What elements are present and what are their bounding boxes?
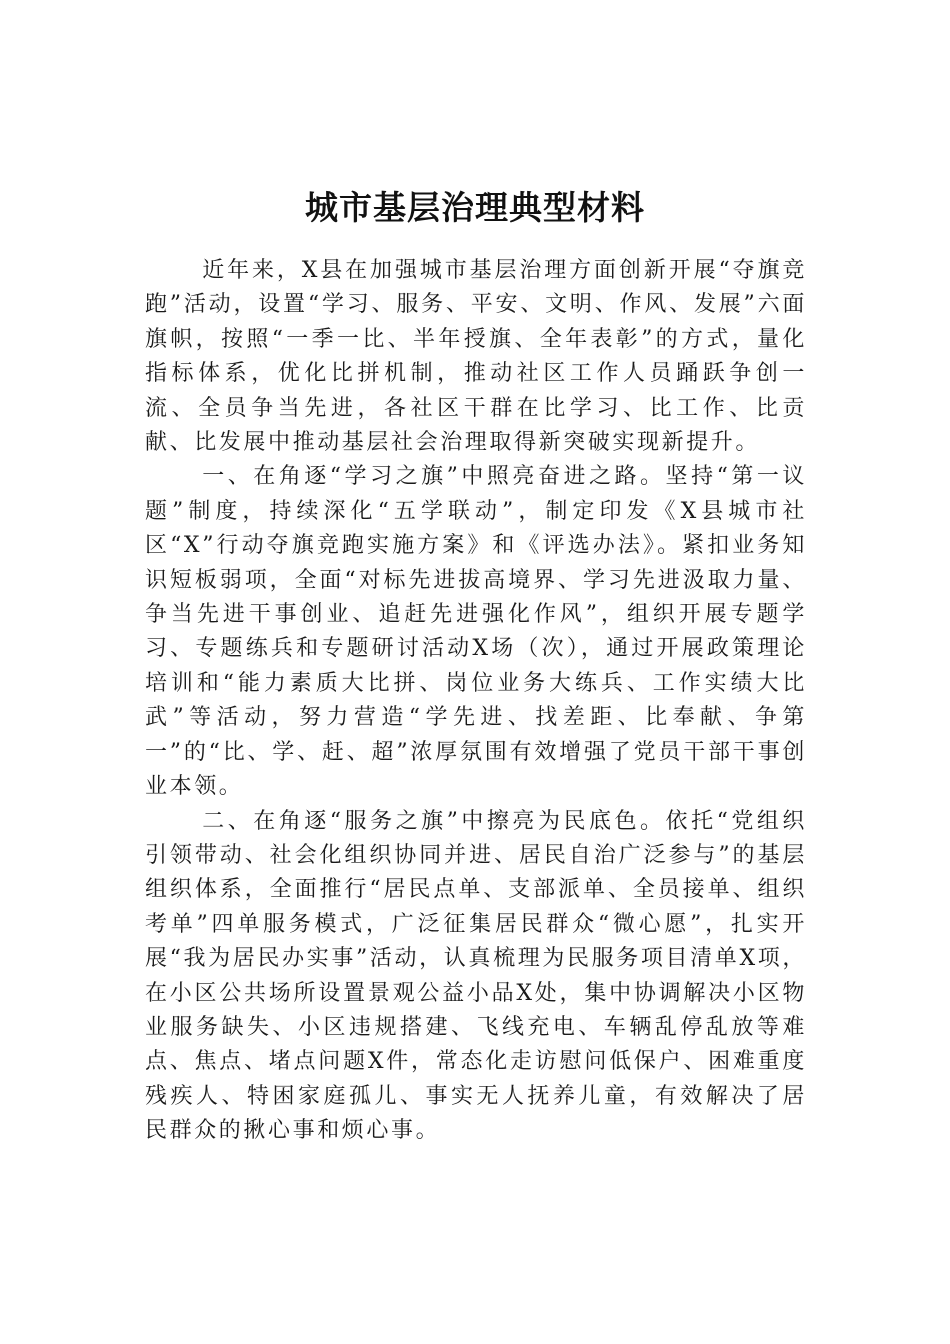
document-title: 城市基层治理典型材料: [305, 188, 645, 228]
paragraph-learning-flag: 一、在角逐“学习之旗”中照亮奋进之路。坚持“第一议题”制度，持续深化“五学联动”，制定印发《X县城市社区“X”行动夺旗竞跑实施方案》和《评选办法》。紧扣业务知识短板弱项，全面“对标先进拔高境界、学习先进汲取力量、争当先进干事创业、追赶先进强化作风”，组织开展专题学习、专题练兵和专题研讨活动X场（次），通过开展政策理论培训和“能力素质大比拼、岗位业务大练兵、工作实绩大比武”等活动，努力营造“学先进、找差距、比奉献、争第一”的“比、学、赶、超”浓厚氛围有效增强了党员干部干事创业本领。: [145, 464, 807, 800]
paragraph-intro: 近年来，X县在加强城市基层治理方面创新开展“夺旗竞跑”活动，设置“学习、服务、平安、文明、作风、发展”六面旗帜，按照“一季一比、半年授旗、全年表彰”的方式，量化指标体系，优化比拼机制，推动社区工作人员踊跃争创一流、全员争当先进，各社区干群在比学习、比工作、比贡献、比发展中推动基层社会治理取得新突破实现新提升。: [145, 258, 807, 456]
document-body: [145, 254, 807, 1149]
paragraph-service-flag: 二、在角逐“服务之旗”中擦亮为民底色。依托“党组织引领带动、社会化组织协同并进、居民自治广泛参与”的基层组织体系，全面推行“居民点单、支部派单、全员接单、组织考单”四单服务模式，广泛征集居民群众“微心愿”，扎实开展“我为居民办实事”活动，认真梳理为民服务项目清单X项，在小区公共场所设置景观公益小品X处，集中协调解决小区物业服务缺失、小区违规搭建、飞线充电、车辆乱停乱放等难点、焦点、堵点问题X件，常态化走访慰问低保户、困难重度残疾人、特困家庭孤儿、事实无人抚养儿童，有效解决了居民群众的揪心事和烦心事。: [145, 808, 807, 1144]
